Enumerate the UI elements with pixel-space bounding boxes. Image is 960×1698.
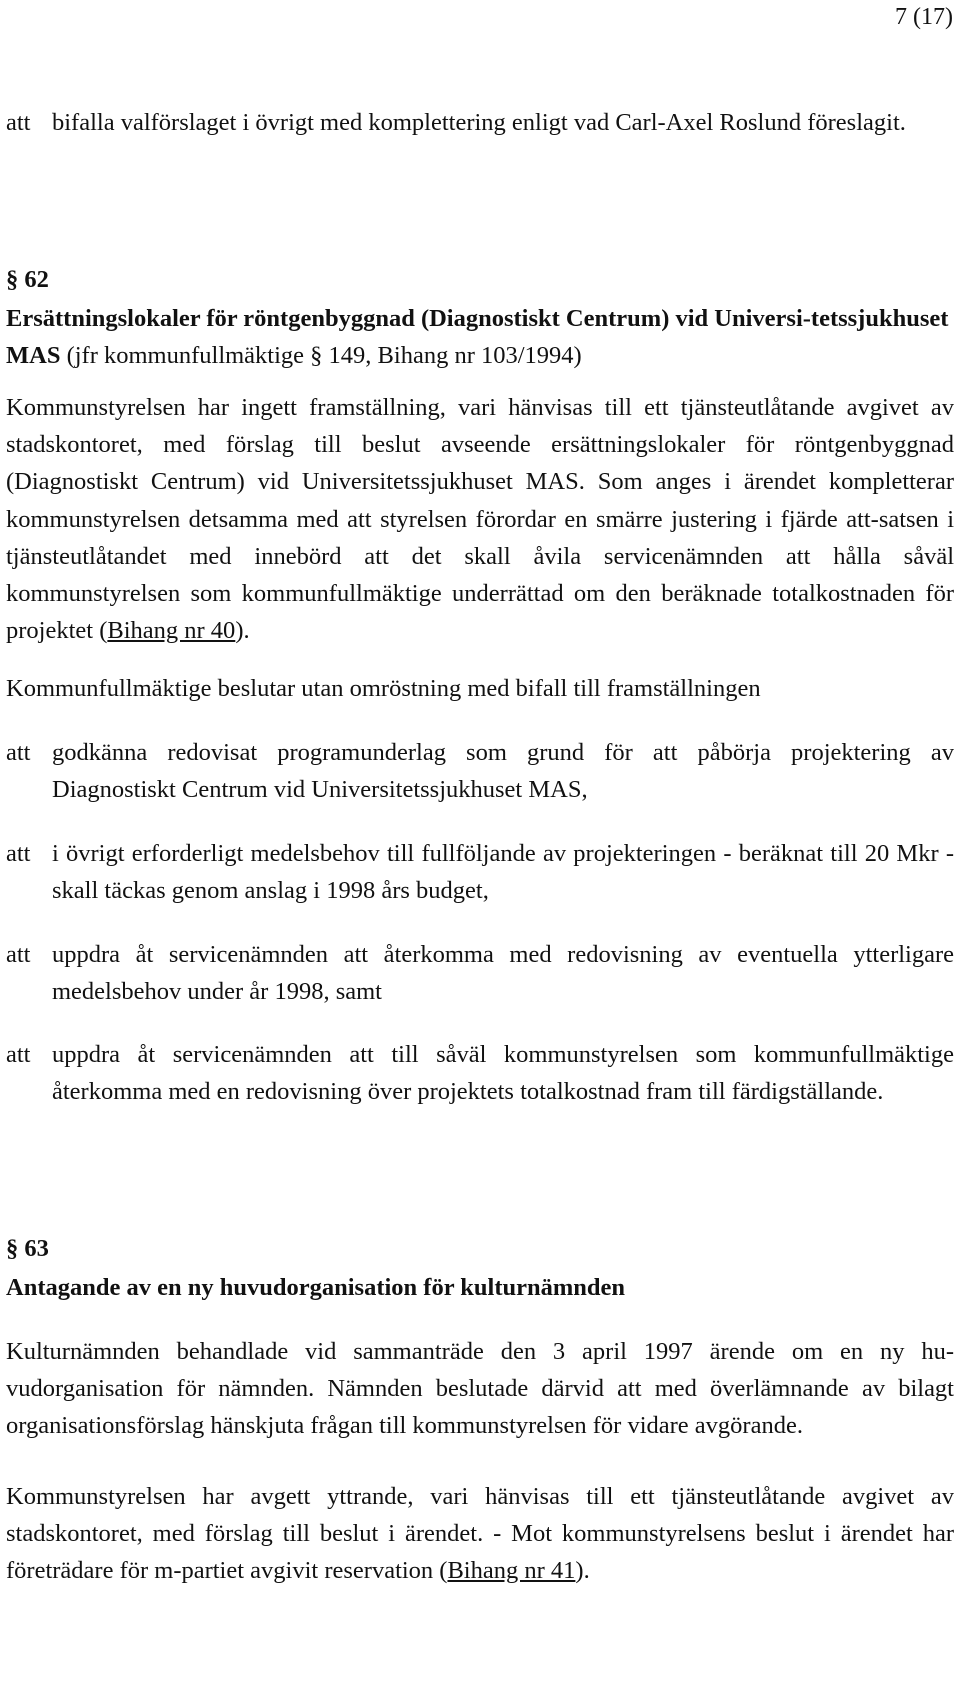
decision-item-2 bbox=[6, 835, 954, 909]
decision-item-3 bbox=[6, 936, 954, 1010]
decision-item-4 bbox=[6, 1036, 954, 1110]
att-text: i övrigt erforderligt medelsbehov till fullföljande av projekteringen - beräknat till 20 Mkr - skall täckas genom anslag i 1998 års budget, bbox=[52, 840, 954, 905]
att-label: att bbox=[6, 739, 31, 766]
att-label: att bbox=[6, 840, 31, 867]
att-text: uppdra åt servicenämnden att återkomma med redovisning av eventuella ytterligare medelsbehov under år 1998, samt bbox=[52, 941, 954, 1006]
top-att-item bbox=[6, 104, 954, 141]
att-text: uppdra åt servicenämnden att till såväl kommunstyrelsen som kommunfullmäktige återkomma med en redovisning över projektets totalkostnad fram till färdigställande. bbox=[52, 1041, 954, 1106]
section-title-62-reference: (jfr kommunfullmäktige § 149, Bihang nr 103/1994) bbox=[60, 341, 582, 369]
bihang-40-link[interactable]: Bihang nr 40 bbox=[107, 617, 236, 645]
section-title-63: Antagande av en ny huvudorganisation för kulturnämnden bbox=[6, 1274, 626, 1301]
bihang-41-link[interactable]: Bihang nr 41 bbox=[447, 1557, 576, 1585]
section-title-62-bold: Ersättningslokaler för röntgenbyggnad (Diagnostiskt Centrum) vid Universi-tetssjukhuset MAS bbox=[6, 305, 949, 369]
att-label: att bbox=[6, 941, 31, 968]
section-number-62: § 62 bbox=[6, 266, 49, 293]
section-number-63: § 63 bbox=[6, 1235, 49, 1262]
section-63-body-2-text: Kommunstyrelsen har avgett yttrande, vari hänvisas till ett tjänsteutlåtande avgivet av stadskontoret, med förslag till beslut i ärendet. - Mot kommunstyrelsens beslut i ärendet har företrädare för m-partiet avgivit reservation ( bbox=[6, 1483, 954, 1585]
att-label: att bbox=[6, 109, 31, 136]
att-text: bifalla valförslaget i övrigt med komplettering enligt vad Carl-Axel Roslund föreslagit. bbox=[52, 109, 906, 136]
page-number: 7 (17) bbox=[895, 4, 953, 30]
section-62-body-text: Kommunstyrelsen har ingett framställning, vari hänvisas till ett tjänsteutlåtande avgivet av stadskontoret, med förslag till beslut avseende ersättningslokaler för röntgenbyggnad (Diagnostiskt Centrum) vid Universitetssjukhuset MAS. Som anges i ärendet kompletterar kommunstyrelsen detsamma med att styrelsen förordar en smärre justering i fjärde att-satsen i tjänsteutlåtandet med innebörd att det skall åvila servicenämnden att hålla såväl kommunstyrelsen som kommunfullmäktige underrättad om den beräknade totalkostnaden för projektet ( bbox=[6, 394, 954, 645]
section-63-body-2-end: ). bbox=[575, 1557, 590, 1585]
decision-item-1 bbox=[6, 734, 954, 808]
section-title-62 bbox=[6, 301, 954, 374]
section-63-body-2 bbox=[6, 1478, 954, 1590]
section-63-body-1: Kulturnämnden behandlade vid sammanträde den 3 april 1997 ärende om en ny hu-vudorganisation för nämnden. Nämnden beslutade därvid att med överlämnande av bilagt organisationsförslag hänskjuta frågan till kommunstyrelsen för vidare avgörande. bbox=[6, 1338, 954, 1440]
decision-intro: Kommunfullmäktige beslutar utan omröstning med bifall till framställningen bbox=[6, 675, 761, 702]
section-62-body-end: ). bbox=[235, 617, 250, 645]
att-text: godkänna redovisat programunderlag som grund för att påbörja projektering av Diagnostiskt Centrum vid Universitetssjukhuset MAS, bbox=[52, 739, 954, 804]
att-label: att bbox=[6, 1041, 31, 1068]
section-62-body bbox=[6, 389, 954, 649]
